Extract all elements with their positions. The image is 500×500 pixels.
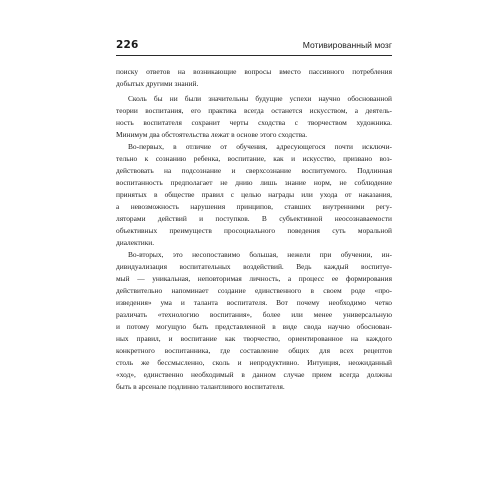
text-line: быть в арсенале подлинно талантливого воспитателя. xyxy=(116,382,285,392)
text-line: конкретного воспитанника, где составление общих для всех рецептов xyxy=(116,346,392,356)
body-text xyxy=(116,66,392,393)
text-line: мый — уникальная, неповторимая личность, а процесс ее формирования xyxy=(116,274,392,284)
text-line: ных правил, и воспитание как творчество, ориентированное на каждого xyxy=(116,334,392,344)
paragraph xyxy=(116,141,392,249)
text-line: теории воспитания, его практика всегда останется искусством, а деятель- xyxy=(116,106,392,116)
paragraph xyxy=(116,66,392,90)
page-number: 226 xyxy=(116,39,139,51)
text-line: ность воспитателя сохранит черты сходства с творчеством художника. xyxy=(116,118,392,128)
text-line: Во-первых, в отличие от обучения, адресующегося почти исключи- xyxy=(128,142,392,152)
text-line: объективных преимуществ просоциального поведения суть моральной xyxy=(116,226,392,236)
text-line: воспитанность предполагает не днию лишь знание норм, не соблюдение xyxy=(116,178,392,188)
text-line: тельно к сознанию ребенка, воспитание, как и искусство, призвано воз- xyxy=(116,154,392,164)
text-line: Сколь бы ни были значительны будущие успехи научно обоснованной xyxy=(128,94,392,104)
text-line: добытых другими знаний. xyxy=(116,79,199,88)
text-line: Минимум два обстоятельства лежат в основе этого сходства. xyxy=(116,130,308,140)
paragraph xyxy=(116,93,392,141)
text-line: диалектики. xyxy=(116,238,155,248)
text-line: действительно напоминает создание единственного в своем роде «про- xyxy=(116,286,392,296)
paragraph xyxy=(116,249,392,393)
header-rule xyxy=(116,55,392,56)
text-line: а невозможность нарушения принципов, ставших внутренними регу- xyxy=(116,202,392,212)
text-line: действовать на подсознание и сверхсознание воспитуемого. Подлинная xyxy=(116,166,392,176)
running-title: Мотивированный мозг xyxy=(302,40,392,50)
text-line: ляторами действий и поступков. В субъективной неосознаваемости xyxy=(116,214,392,224)
text-line: различать «технологию воспитания», более или менее универсальную xyxy=(116,310,392,320)
text-line: поиску ответов на возникающие вопросы вместо пассивного потребления xyxy=(116,67,392,76)
text-line: и потому могущую быть представленной в виде свода научно обоснован- xyxy=(116,322,392,332)
text-line: Во-вторых, это несопоставимо большая, нежели при обучении, ин- xyxy=(128,250,392,260)
text-line: столь же бессмысленно, сколь и непродуктивно. Интуиция, неожиданный xyxy=(116,358,392,368)
text-line: дивидуализация воспитательных воздействий. Ведь каждый воспитуе- xyxy=(116,262,392,272)
text-line: «ход», единственно необходимый в данном случае прием всегда должны xyxy=(116,370,392,380)
text-line: принятых в обществе правил с целью награды или ухода от наказания, xyxy=(116,190,392,200)
text-line: изведения» ума и таланта воспитателя. Вот почему необходимо четко xyxy=(116,298,392,308)
running-head xyxy=(116,39,392,53)
